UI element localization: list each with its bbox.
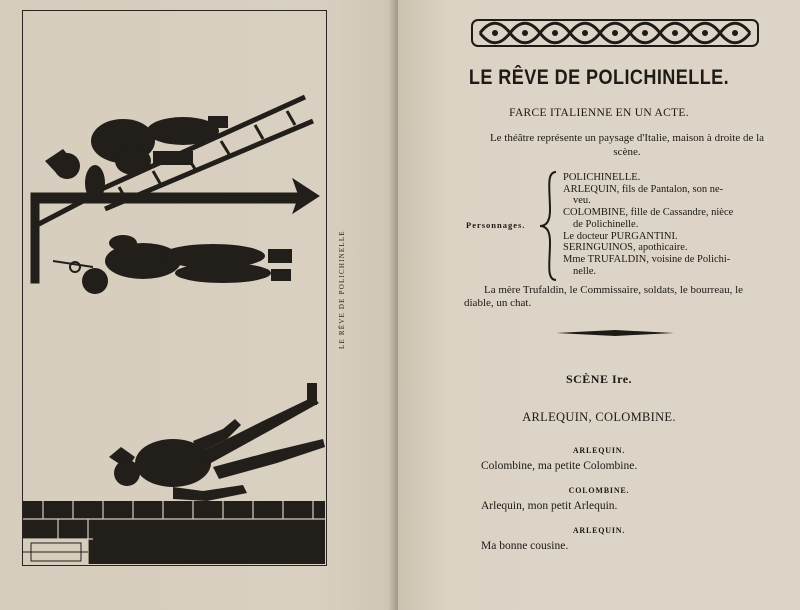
celtic-knot-ornament-icon — [470, 16, 760, 50]
hanged-figure-icon — [82, 235, 292, 294]
scene-characters: ARLEQUIN, COLOMBINE. — [522, 410, 676, 424]
woodcut-illustration — [23, 11, 325, 564]
dialogue-line: Ma bonne cousine. — [481, 540, 569, 552]
illustration-caption: LE RÊVE DE POLICHINELLE — [338, 230, 346, 350]
characters-list — [563, 172, 773, 277]
character-entry: Le docteur PURGANTINI. — [563, 230, 678, 242]
hangman-figure-icon — [45, 116, 228, 201]
character-entry: ARLEQUIN, fils de Pantalon, son ne- — [563, 183, 724, 195]
brace-icon — [538, 170, 560, 282]
setting-description: Le théâtre représente un paysage d'Italie, maison à droite de la scène. — [489, 132, 765, 158]
character-entry: Mme TRUFALDIN, voisine de Polichi- — [563, 253, 731, 265]
character-entry: veu. — [573, 195, 591, 207]
character-entry: de Polichinelle. — [573, 218, 639, 230]
play-subtitle: FARCE ITALIENNE EN UN ACTE. — [509, 107, 689, 119]
character-entry: nelle. — [573, 265, 597, 277]
illustration-frame — [22, 10, 327, 566]
extras-list: La mère Trufaldin, le Commissaire, soldats, le bourreau, le diable, un chat. — [464, 284, 744, 309]
left-page — [0, 0, 398, 610]
speaker-name: COLOMBINE. — [568, 486, 630, 495]
play-title: LE RÊVE DE POLICHINELLE. — [468, 66, 730, 89]
ornamental-rule-icon — [556, 330, 674, 336]
dialogue-line: Colombine, ma petite Colombine. — [481, 460, 638, 472]
character-entry: SERINGUINOS, apothicaire. — [563, 242, 688, 254]
brick-wall-icon — [23, 501, 325, 564]
scene-title: SCÈNE Ire. — [565, 372, 633, 386]
characters-label: Personnages. — [466, 220, 526, 230]
dialogue-line: Arlequin, mon petit Arlequin. — [481, 500, 618, 512]
character-entry: POLICHINELLE. — [563, 172, 641, 183]
speaker-name: ARLEQUIN. — [572, 446, 626, 455]
character-entry: COLOMBINE, fille de Cassandre, nièce — [563, 207, 734, 219]
speaker-name: ARLEQUIN. — [572, 526, 626, 535]
falling-figure-icon — [109, 383, 325, 501]
